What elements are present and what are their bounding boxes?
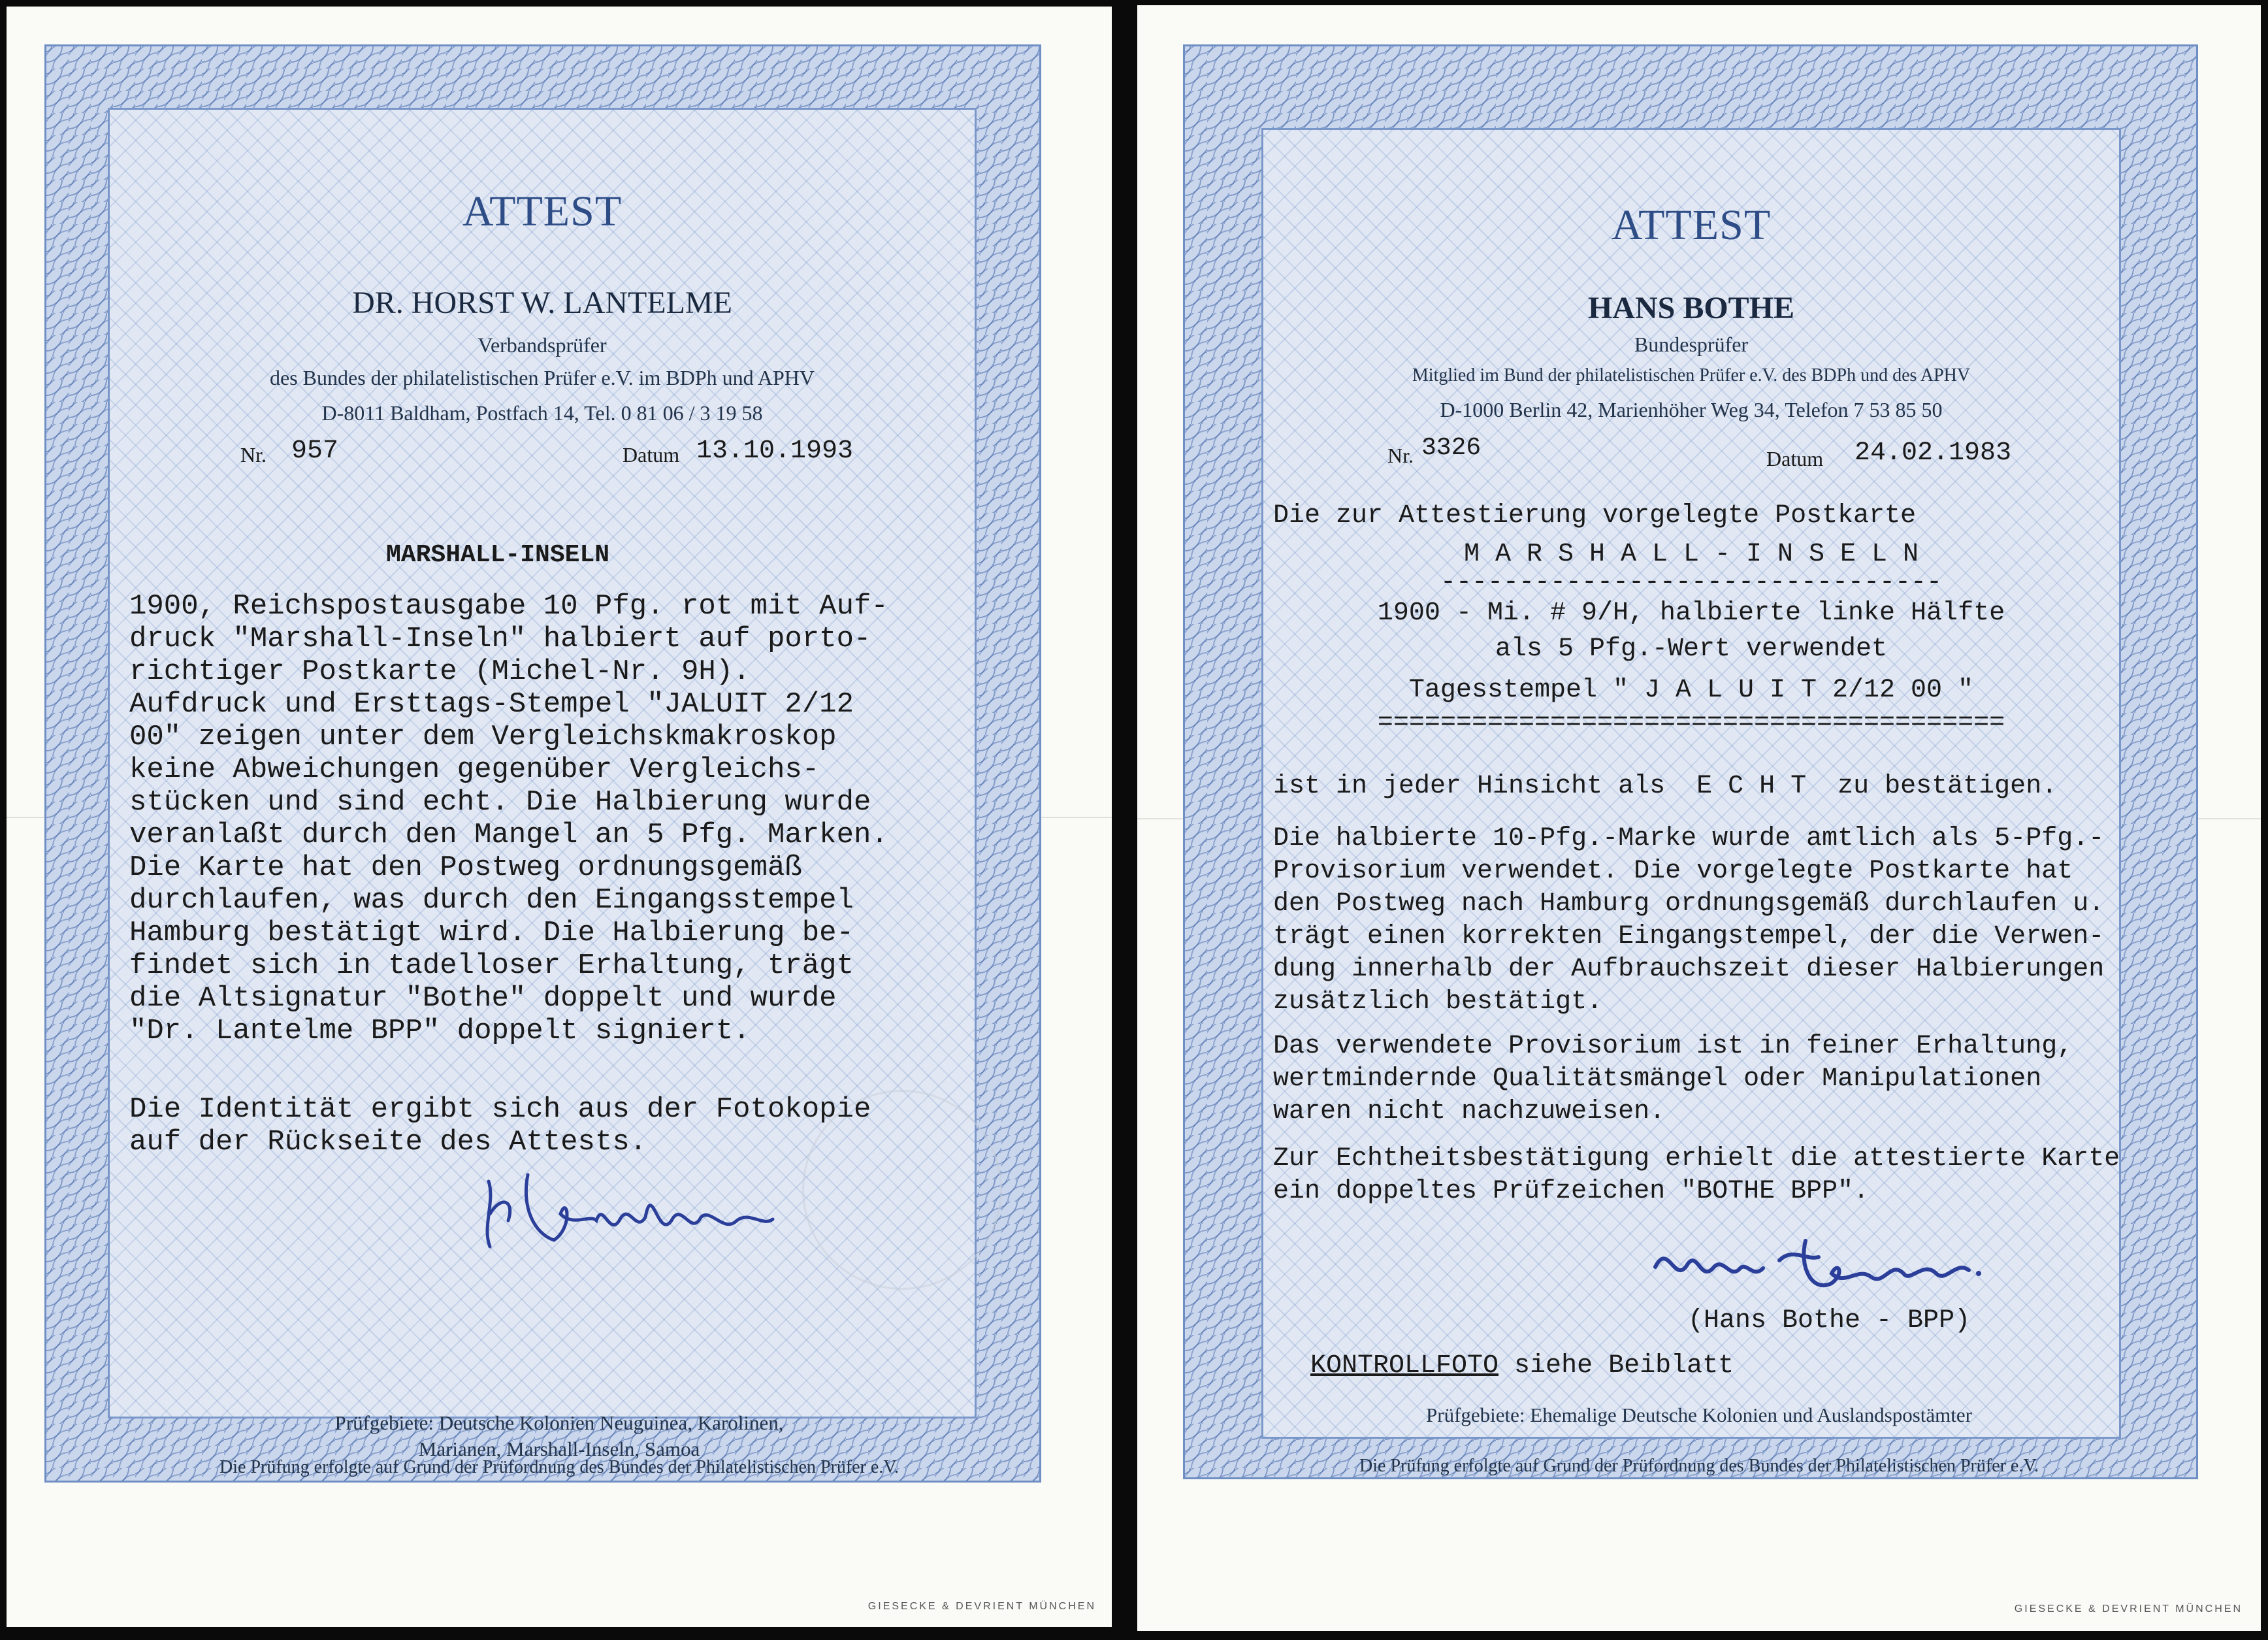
datum-value: 24.02.1983 xyxy=(1855,438,2012,468)
datum-value: 13.10.1993 xyxy=(696,436,854,466)
certificate-right xyxy=(1137,5,2261,1631)
certificate-title: ATTEST xyxy=(1611,201,1772,249)
subject-heading: M A R S H A L L - I N S E L N xyxy=(1463,540,1919,569)
para2-line: wertmindernde Qualitätsmängel oder Manipulationen xyxy=(1273,1064,2042,1094)
certificate-title: ATTEST xyxy=(462,188,623,235)
certificate-panel xyxy=(1261,128,2121,1439)
body-line: druck "Marshall-Inseln" halbiert auf porto- xyxy=(129,623,871,655)
footer-regulation: Die Prüfung erfolgte auf Grund der Prüfordnung des Bundes der Philatelistischen Prüfer e.V. xyxy=(1359,1456,2039,1476)
datum-label: Datum xyxy=(1766,447,1824,470)
examiner-org: des Bundes der philatelistischen Prüfer e.V. im BDPh und APHV xyxy=(269,366,815,389)
kontrollfoto-label: KONTROLLFOTO xyxy=(1310,1351,1499,1381)
body-line: die Altsignatur "Bothe" doppelt und wurde xyxy=(129,982,837,1015)
para1-line: Provisorium verwendet. Die vorgelegte Postkarte hat xyxy=(1273,857,2073,886)
equals-separator: ======================================== xyxy=(1377,708,2005,738)
printer-imprint: GIESECKE & DEVRIENT MÜNCHEN xyxy=(2014,1603,2243,1615)
para1-line: Die halbierte 10-Pfg.-Marke wurde amtlich als 5-Pfg.- xyxy=(1273,824,2105,853)
handwritten-signature-lantelme xyxy=(476,1155,776,1266)
fields-line-2: Marianen, Marshall-Inseln, Samoa xyxy=(418,1437,700,1460)
para1-line: den Postweg nach Hamburg ordnungsgemäß durchlaufen u. xyxy=(1273,889,2105,919)
identity-line: auf der Rückseite des Attests. xyxy=(129,1126,647,1158)
examiner-org: Mitglied im Bund der philatelistischen Prüfer e.V. des BDPh und des APHV xyxy=(1412,365,1971,385)
body-line: 1900, Reichspostausgabe 10 Pfg. rot mit Auf- xyxy=(129,590,888,623)
dash-separator: -------------------------------- xyxy=(1440,568,1943,597)
examiner-role: Bundesprüfer xyxy=(1634,333,1749,356)
examiner-name: HANS BOTHE xyxy=(1587,291,1795,325)
body-line: keine Abweichungen gegenüber Vergleichs- xyxy=(129,753,820,786)
certificate-panel xyxy=(108,108,977,1419)
examiner-name: DR. HORST W. LANTELME xyxy=(352,286,732,320)
para2-line: Das verwendete Provisorium ist in feiner Erhaltung, xyxy=(1273,1032,2073,1061)
echt-line: ist in jeder Hinsicht als E C H T zu bestätigen. xyxy=(1273,772,2058,801)
fields-line-1b: Prüfgebiete: Deutsche Kolonien Neuguinea, Karolinen, xyxy=(334,1411,784,1434)
identity-line: Die Identität ergibt sich aus der Fotokopie xyxy=(129,1093,871,1126)
nr-value: 3326 xyxy=(1421,434,1482,462)
paragraph-3 xyxy=(1273,1143,2120,1208)
body-line: richtiger Postkarte (Michel-Nr. 9H). xyxy=(129,655,751,688)
examiner-role: Verbandsprüfer xyxy=(478,333,607,357)
paragraph-1 xyxy=(1273,823,2104,1019)
body-line: findet sich in tadelloser Erhaltung, trägt xyxy=(129,949,854,982)
attest-body xyxy=(129,590,888,1047)
examiner-address: D-1000 Berlin 42, Marienhöher Weg 34, Telefon 7 53 85 50 xyxy=(1440,398,1943,421)
para1-line: zusätzlich bestätigt. xyxy=(1273,987,1603,1017)
body-line: Hamburg bestätigt wird. Die Halbierung be- xyxy=(129,917,854,949)
signer-name: (Hans Bothe - BPP) xyxy=(1688,1306,1971,1336)
desc-line: 1900 - Mi. # 9/H, halbierte linke Hälfte xyxy=(1377,599,2005,628)
body-line: veranlaßt durch den Mangel an 5 Pfg. Marken. xyxy=(129,819,888,851)
body-line: Aufdruck und Ersttags-Stempel "JALUIT 2/12 xyxy=(129,688,854,721)
nr-value: 957 xyxy=(291,436,339,466)
identity-note xyxy=(129,1093,871,1158)
body-line: 00" zeigen unter dem Vergleichskmakroskop xyxy=(129,721,837,753)
datum-label: Datum xyxy=(623,443,680,467)
paragraph-2 xyxy=(1273,1030,2073,1128)
para1-line: trägt einen korrekten Eingangstempel, der die Verwen- xyxy=(1273,922,2105,951)
nr-label: Nr. xyxy=(1387,444,1414,467)
body-line: "Dr. Lantelme BPP" doppelt signiert. xyxy=(129,1015,751,1047)
desc-line: Tagesstempel " J A L U I T 2/12 00 " xyxy=(1408,676,1974,705)
para2-line: waren nicht nachzuweisen. xyxy=(1273,1097,1666,1126)
footer-regulation: Die Prüfung erfolgte auf Grund der Prüfordnung des Bundes der Philatelistischen Prüfer e.V. xyxy=(219,1457,899,1477)
para3-line: Zur Echtheitsbestätigung erhielt die attestierte Karte xyxy=(1273,1144,2120,1173)
certificate-left xyxy=(7,7,1112,1627)
para1-line: dung innerhalb der Aufbrauchszeit dieser Halbierungen xyxy=(1273,955,2105,984)
body-line: durchlaufen, was durch den Eingangsstempel xyxy=(129,884,854,917)
body-line: Die Karte hat den Postweg ordnungsgemäß xyxy=(129,851,802,884)
fields-line: Prüfgebiete: Ehemalige Deutsche Kolonien und Auslandspostämter xyxy=(1426,1403,1972,1426)
desc-line: als 5 Pfg.-Wert verwendet xyxy=(1495,634,1888,664)
para3-line: ein doppeltes Prüfzeichen "BOTHE BPP". xyxy=(1273,1177,1870,1206)
subject-heading: MARSHALL-INSELN xyxy=(386,541,610,569)
intro-line: Die zur Attestierung vorgelegte Postkarte xyxy=(1273,501,1917,531)
handwritten-signature-bothe xyxy=(1649,1221,1988,1306)
nr-label: Nr. xyxy=(240,443,267,467)
kontrollfoto-line xyxy=(1310,1351,1734,1381)
kontrollfoto-text: siehe Beiblatt xyxy=(1498,1351,1734,1381)
printer-imprint: GIESECKE & DEVRIENT MÜNCHEN xyxy=(867,1601,1096,1612)
body-line: stücken und sind echt. Die Halbierung wurde xyxy=(129,786,871,819)
examiner-address: D-8011 Baldham, Postfach 14, Tel. 0 81 06 / 3 19 58 xyxy=(321,401,763,425)
